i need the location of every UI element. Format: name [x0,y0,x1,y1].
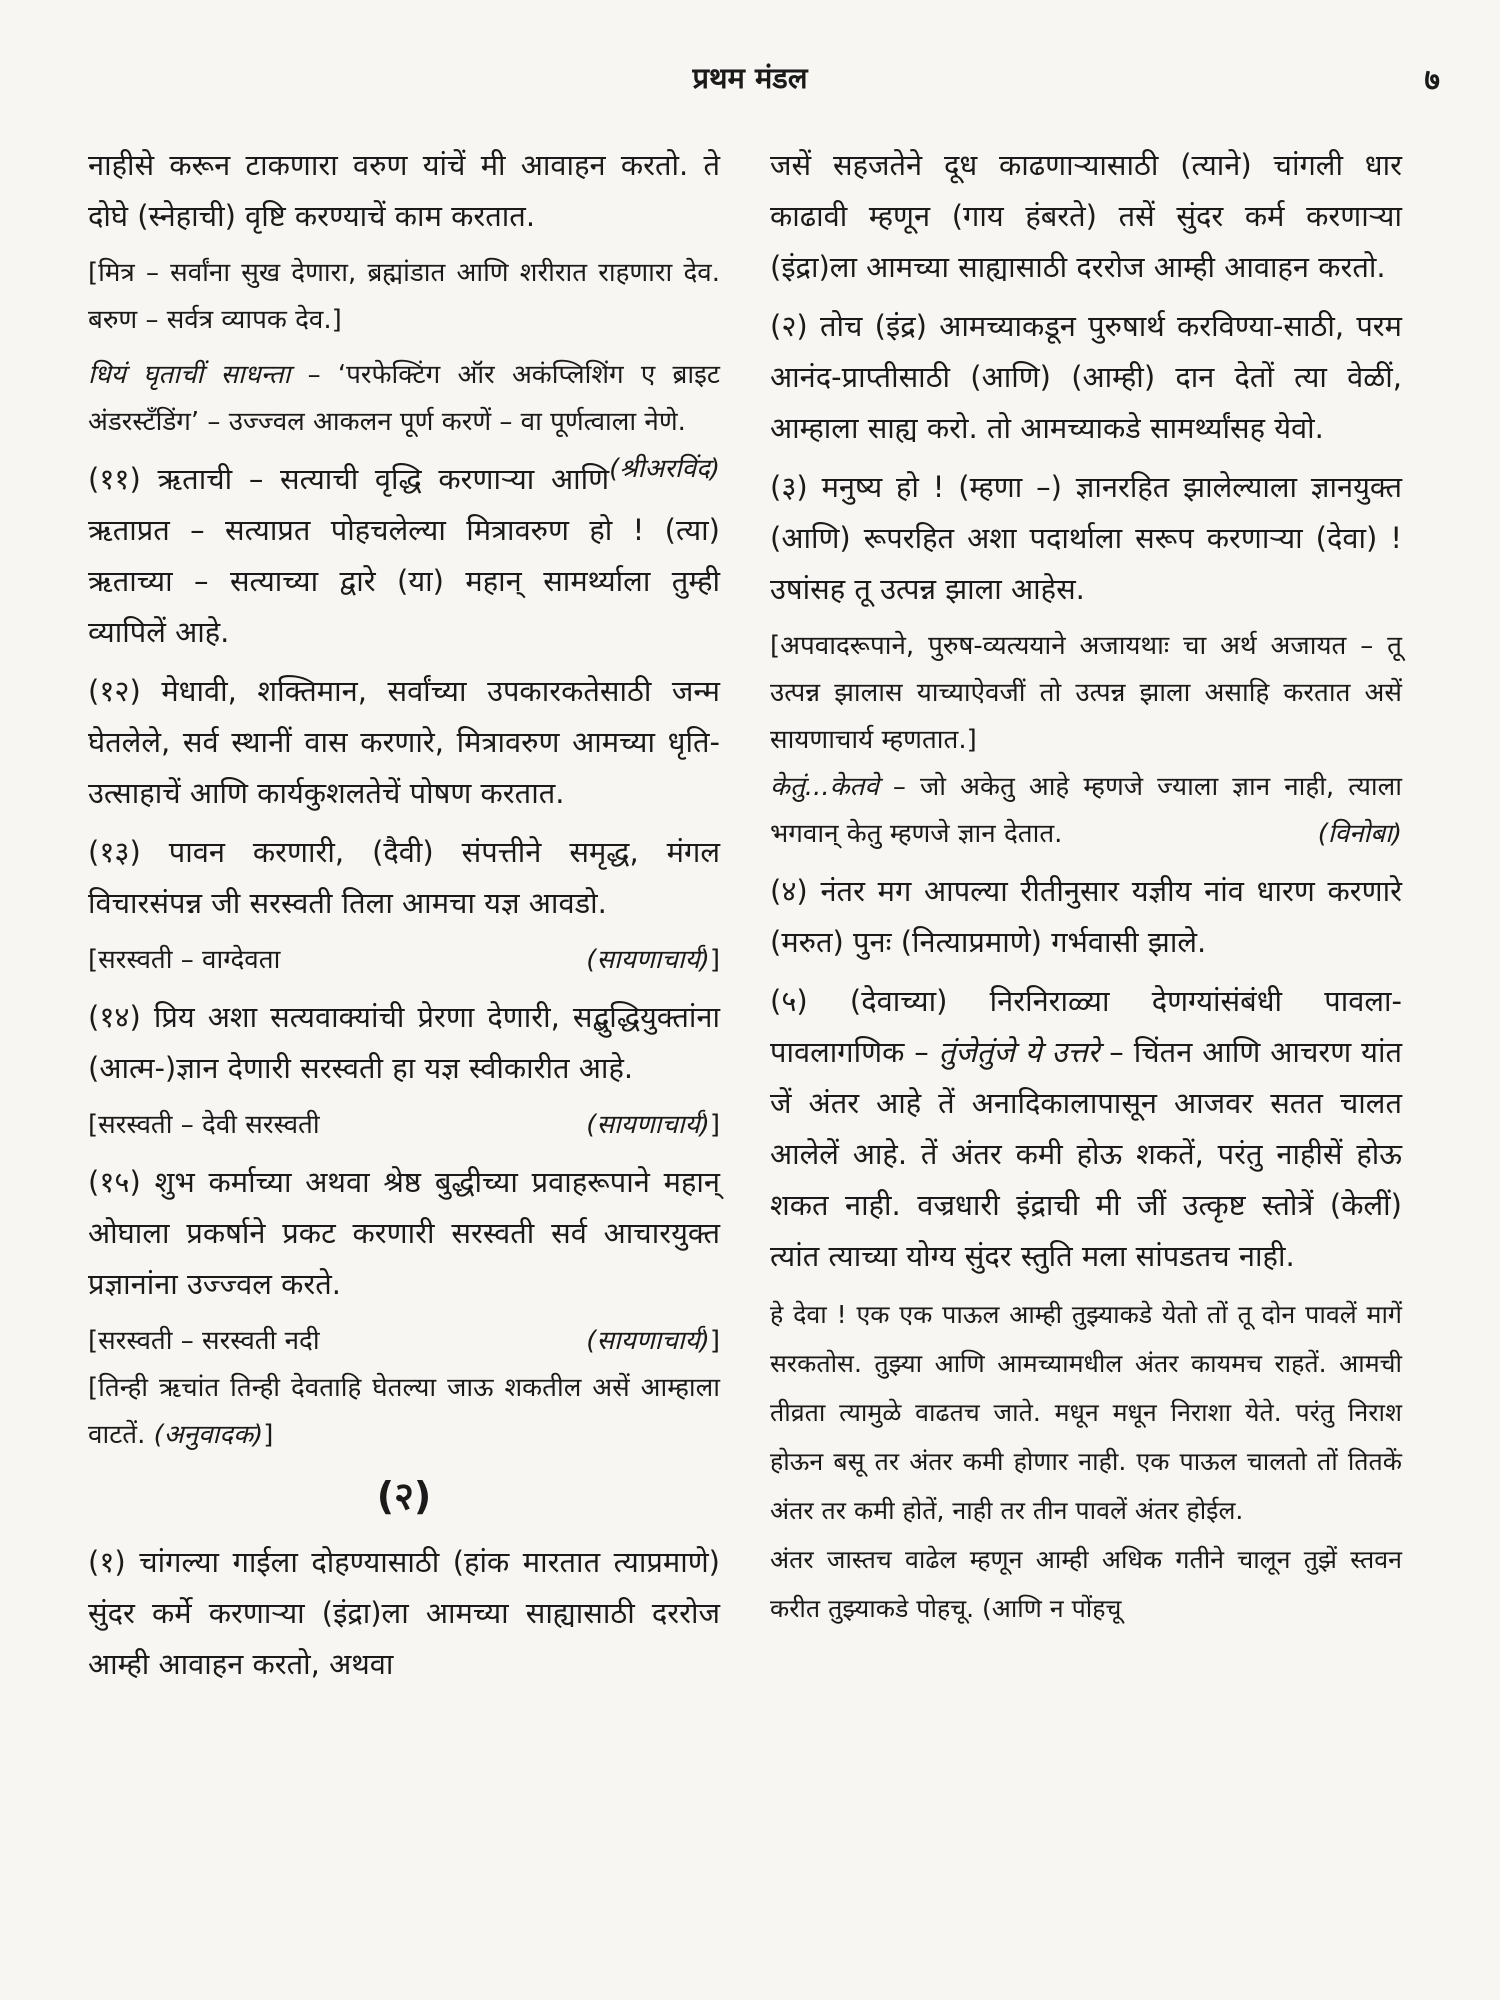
note-attribution: (सायणाचार्य)] [586,945,720,975]
verse-15: (१५) शुभ कर्माच्या अथवा श्रेष्ठ बुद्धीच्या प्रवाहरूपाने महान् ओघाला प्रकर्षाने प्रकट करणारी सरस्वती सर्व आचारयुक्त प्रज्ञानांना उज्ज्वल करते. [88,1165,720,1301]
hymn2-verse-1-continued: जसें सहजतेने दूध काढणाऱ्यासाठी (त्याने) चांगली धार काढावी म्हणून (गाय हंबरते) तसें सुंदर कर्म करणाऱ्या (इंद्रा)ला आमच्या साह्यासाठी दररोज आम्ही आवाहन करतो. [770,148,1402,284]
note-vinoba [770,764,1402,858]
note-saraswati-devi [88,1102,720,1149]
note-text: [सरस्वती – सरस्वती नदी [88,1326,320,1356]
note-mitra-varuna: [मित्र – सर्वांना सुख देणारा, ब्रह्मांडात आणि शरीरात राहणारा देव. बरुण – सर्वत्र व्यापक देव.] [88,258,720,335]
note-attribution: (श्रीअरविंद) [609,454,720,484]
left-column [88,140,720,1698]
verse-14: (१४) प्रिय अशा सत्यवाक्यांची प्रेरणा देणारी, सद्बुद्धियुक्तांना (आत्म-)ज्ञान देणारी सरस्वती हा यज्ञ स्वीकारीत आहे. [88,1000,720,1085]
note-text: [सरस्वती – देवी सरस्वती [88,1110,320,1140]
hymn-heading: (२) [376,1474,432,1518]
note-translator: [तिन्ही ऋचांत तिन्ही देवताहि घेतल्या जाऊ शकतील असें आम्हाला वाटतें. (अनुवादक)] [88,1373,720,1450]
right-column [770,140,1402,1641]
note-sayanacharya: [अपवादरूपाने, पुरुष-व्यत्ययाने अजायथाः चा अर्थ अजायत – तू उत्पन्न झालास याच्याऐवजीं तो उत्पन्न झाला असाहि करतात असें सायणाचार्य म्हणतात.] [770,631,1402,755]
note-attribution: (विनोबा) [1317,819,1402,849]
note-saraswati-river [88,1318,720,1365]
note-text: – जो अकेतु आहे म्हणजे ज्याला ज्ञान नाही, त्याला भगवान् केतु म्हणजे ज्ञान देतात. [770,772,1402,849]
running-title: प्रथम मंडल [692,61,808,95]
note-text: – ‘परफेक्टिंग ऑर अकंप्लिशिंग ए ब्राइट अंडरस्टॅंडिंग’ – उज्ज्वल आकलन पूर्ण करणें – वा पूर्णत्वाला नेणे. [88,360,720,437]
verse-quote-italic: तुंजेतुंजे ये उत्तरे [938,1035,1100,1069]
note-quote-italic: धियं घृताचीं साधन्ता [88,360,291,390]
note-text: [तिन्ही ऋचांत तिन्ही देवताहि घेतल्या जाऊ शकतील असें आम्हाला वाटतें. [88,1373,720,1450]
hymn2-verse-2: (२) तोच (इंद्र) आमच्याकडून पुरुषार्थ करविण्या-साठी, परम आनंद-प्राप्तीसाठी (आणि) (आम्ही) दान देतों त्या वेळीं, आम्हाला साह्य करो. तो आमच्याकडे सामर्थ्यांसह येवो. [770,309,1402,445]
note-text: [सरस्वती – वाग्देवता [88,945,281,975]
note-attribution: (सायणाचार्य)] [586,1110,720,1140]
hymn2-verse-4: (४) नंतर मग आपल्या रीतीनुसार यज्ञीय नांव धारण करणारे (मरुत) पुनः (नित्याप्रमाणे) गर्भवासी झाले. [770,874,1402,959]
page-header [0,58,1500,108]
note-attribution: (सायणाचार्य)] [586,1326,720,1356]
note-commentary-continued: अंतर जास्तच वाढेल म्हणून आम्ही अधिक गतीने चालून तुझें स्तवन करीत तुझ्याकडे पोहचू. (आणि न पोंहचू [770,1545,1402,1623]
note-saraswati-vagdevata [88,937,720,984]
verse-11: (११) ऋताची – सत्याची वृद्धि करणाऱ्या आणि ऋताप्रत – सत्याप्रत पोहचलेल्या मित्रावरुण हो ! (त्या) ऋताच्या – सत्याच्या द्वारे (या) महान् सामर्थ्याला तुम्ही व्यापिलें आहे. [88,462,720,649]
note-commentary: हे देवा ! एक एक पाऊल आम्ही तुझ्याकडे येतो तों तू दोन पावलें मागें सरकतोस. तुझ्या आणि आमच्यामधील अंतर कायमच राहतें. आमची तीव्रता त्यामुळे वाढतच जाते. मधून मधून निराशा येते. परंतु निराश होऊन बसू तर अंतर कमी होणार नाही. एक पाऊल चालतो तों तितकें अंतर तर कमी होतें, नाही तर तीन पावलें अंतर होईल. [770,1300,1402,1525]
hymn2-verse-1: (१) चांगल्या गाईला दोहण्यासाठी (हांक मारतात त्याप्रमाणे) सुंदर कर्मे करणाऱ्या (इंद्रा)ला आमच्या साह्यासाठी दररोज आम्ही आवाहन करतो, अथवा [88,1545,720,1681]
page-number: ७ [1424,63,1440,98]
hymn2-verse-3: (३) मनुष्य हो ! (म्हणा –) ज्ञानरहित झालेल्याला ज्ञानयुक्त (आणि) रूपरहित अशा पदार्थाला सरूप करणाऱ्या (देवा) ! उषांसह तू उत्पन्न झाला आहेस. [770,470,1402,606]
verse-10-continued: नाहीसे करून टाकणारा वरुण यांचें मी आवाहन करतो. ते दोघे (स्नेहाची) वृष्टि करण्याचें काम करतात. [88,148,720,233]
verse-13: (१३) पावन करणारी, (दैवी) संपत्तीने समृद्ध, मंगल विचारसंपन्न जी सरस्वती तिला आमचा यज्ञ आवडो. [88,835,720,920]
note-quote-italic: केतुं...केतवे [770,772,879,802]
verse-12: (१२) मेधावी, शक्तिमान, सर्वांच्या उपकारकतेसाठी जन्म घेतलेले, सर्व स्थानीं वास करणारे, मित्रावरुण आमच्या धृति-उत्साहाचें आणि कार्यकुशलतेचें पोषण करतात. [88,674,720,810]
hymn2-verse-5: (५) (देवाच्या) निरनिराळ्या देणग्यांसंबंधी पावला-पावलागणिक – तुंजेतुंजे ये उत्तरे – चिंतन आणि आचरण यांत जें अंतर आहे तें अनादिकालापासून आजवर सतत चालत आलेलें आहे. तें अंतर कमी होऊ शकतें, परंतु नाहीसें होऊ शकत नाही. वज्रधारी इंद्राची मी जीं उत्कृष्ट स्तोत्रें (केलीं) त्यांत त्याच्या योग्य सुंदर स्तुति मला सांपडतच नाही. [770,984,1402,1273]
note-aurobindo [88,352,720,484]
note-attribution: (अनुवादक) [153,1420,264,1450]
